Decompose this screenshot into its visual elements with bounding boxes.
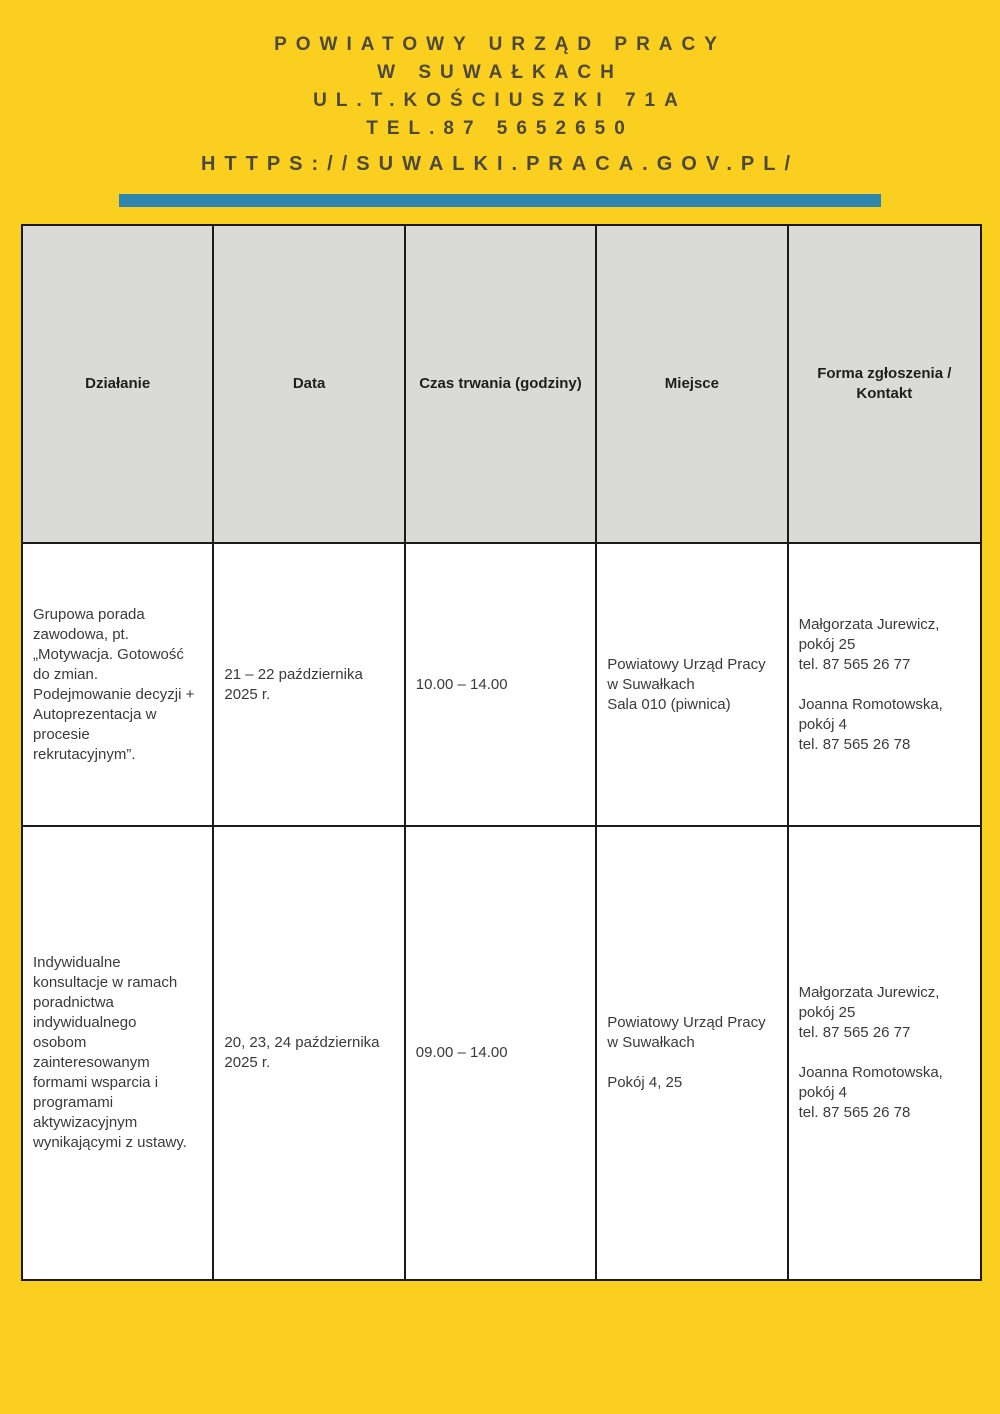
header-cell-miejsce: Miejsce [597, 226, 788, 544]
cell-miejsce: Powiatowy Urząd Pracy w Suwałkach Sala 010 (piwnica) [597, 544, 788, 827]
header-cell-data: Data [214, 226, 405, 544]
cell-kontakt: Małgorzata Jurewicz, pokój 25 tel. 87 565 26 77 Joanna Romotowska, pokój 4 tel. 87 565 26 78 [789, 544, 980, 827]
cell-kontakt: Małgorzata Jurewicz, pokój 25 tel. 87 565 26 77 Joanna Romotowska, pokój 4 tel. 87 565 26 78 [798, 984, 943, 1121]
cell-data: 20, 23, 24 października 2025 r. [214, 827, 405, 1279]
header-address-lines: POWIATOWY URZĄD PRACY W SUWAŁKACH UL.T.KOŚCIUSZKI 71A TEL.87 5652650 [274, 34, 726, 139]
header-cell-dzialanie: Działanie [23, 226, 214, 544]
cell-dzialanie: Indywidualne konsultacje w ramach poradnictwa indywidualnego osobom zainteresowanym formami wsparcia i programami aktywizacyjnym wynikającymi z ustawy. [23, 827, 214, 1279]
cell-data: 21 – 22 października 2025 r. [214, 544, 405, 827]
cell-czas: 10.00 – 14.00 [406, 544, 597, 827]
header-url: HTTPS://SUWALKI.PRACA.GOV.PL/ [200, 153, 800, 175]
header [0, 0, 1000, 207]
divider-bar [119, 194, 881, 207]
cell-miejsce: Powiatowy Urząd Pracy w Suwałkach Pokój 4, 25 [597, 827, 788, 1279]
header-cell-forma-zgloszenia-kontakt: Forma zgłoszenia / Kontakt [789, 226, 980, 544]
cell-dzialanie: Grupowa porada zawodowa, pt. „Motywacja. Gotowość do zmian. Podejmowanie decyzji + Autoprezentacja w procesie rekrutacyjnym”. [23, 544, 214, 827]
header-cell-czas-trwania: Czas trwania (godziny) [406, 226, 597, 544]
cell-czas: 09.00 – 14.00 [406, 827, 597, 1279]
schedule-table [21, 224, 982, 1281]
